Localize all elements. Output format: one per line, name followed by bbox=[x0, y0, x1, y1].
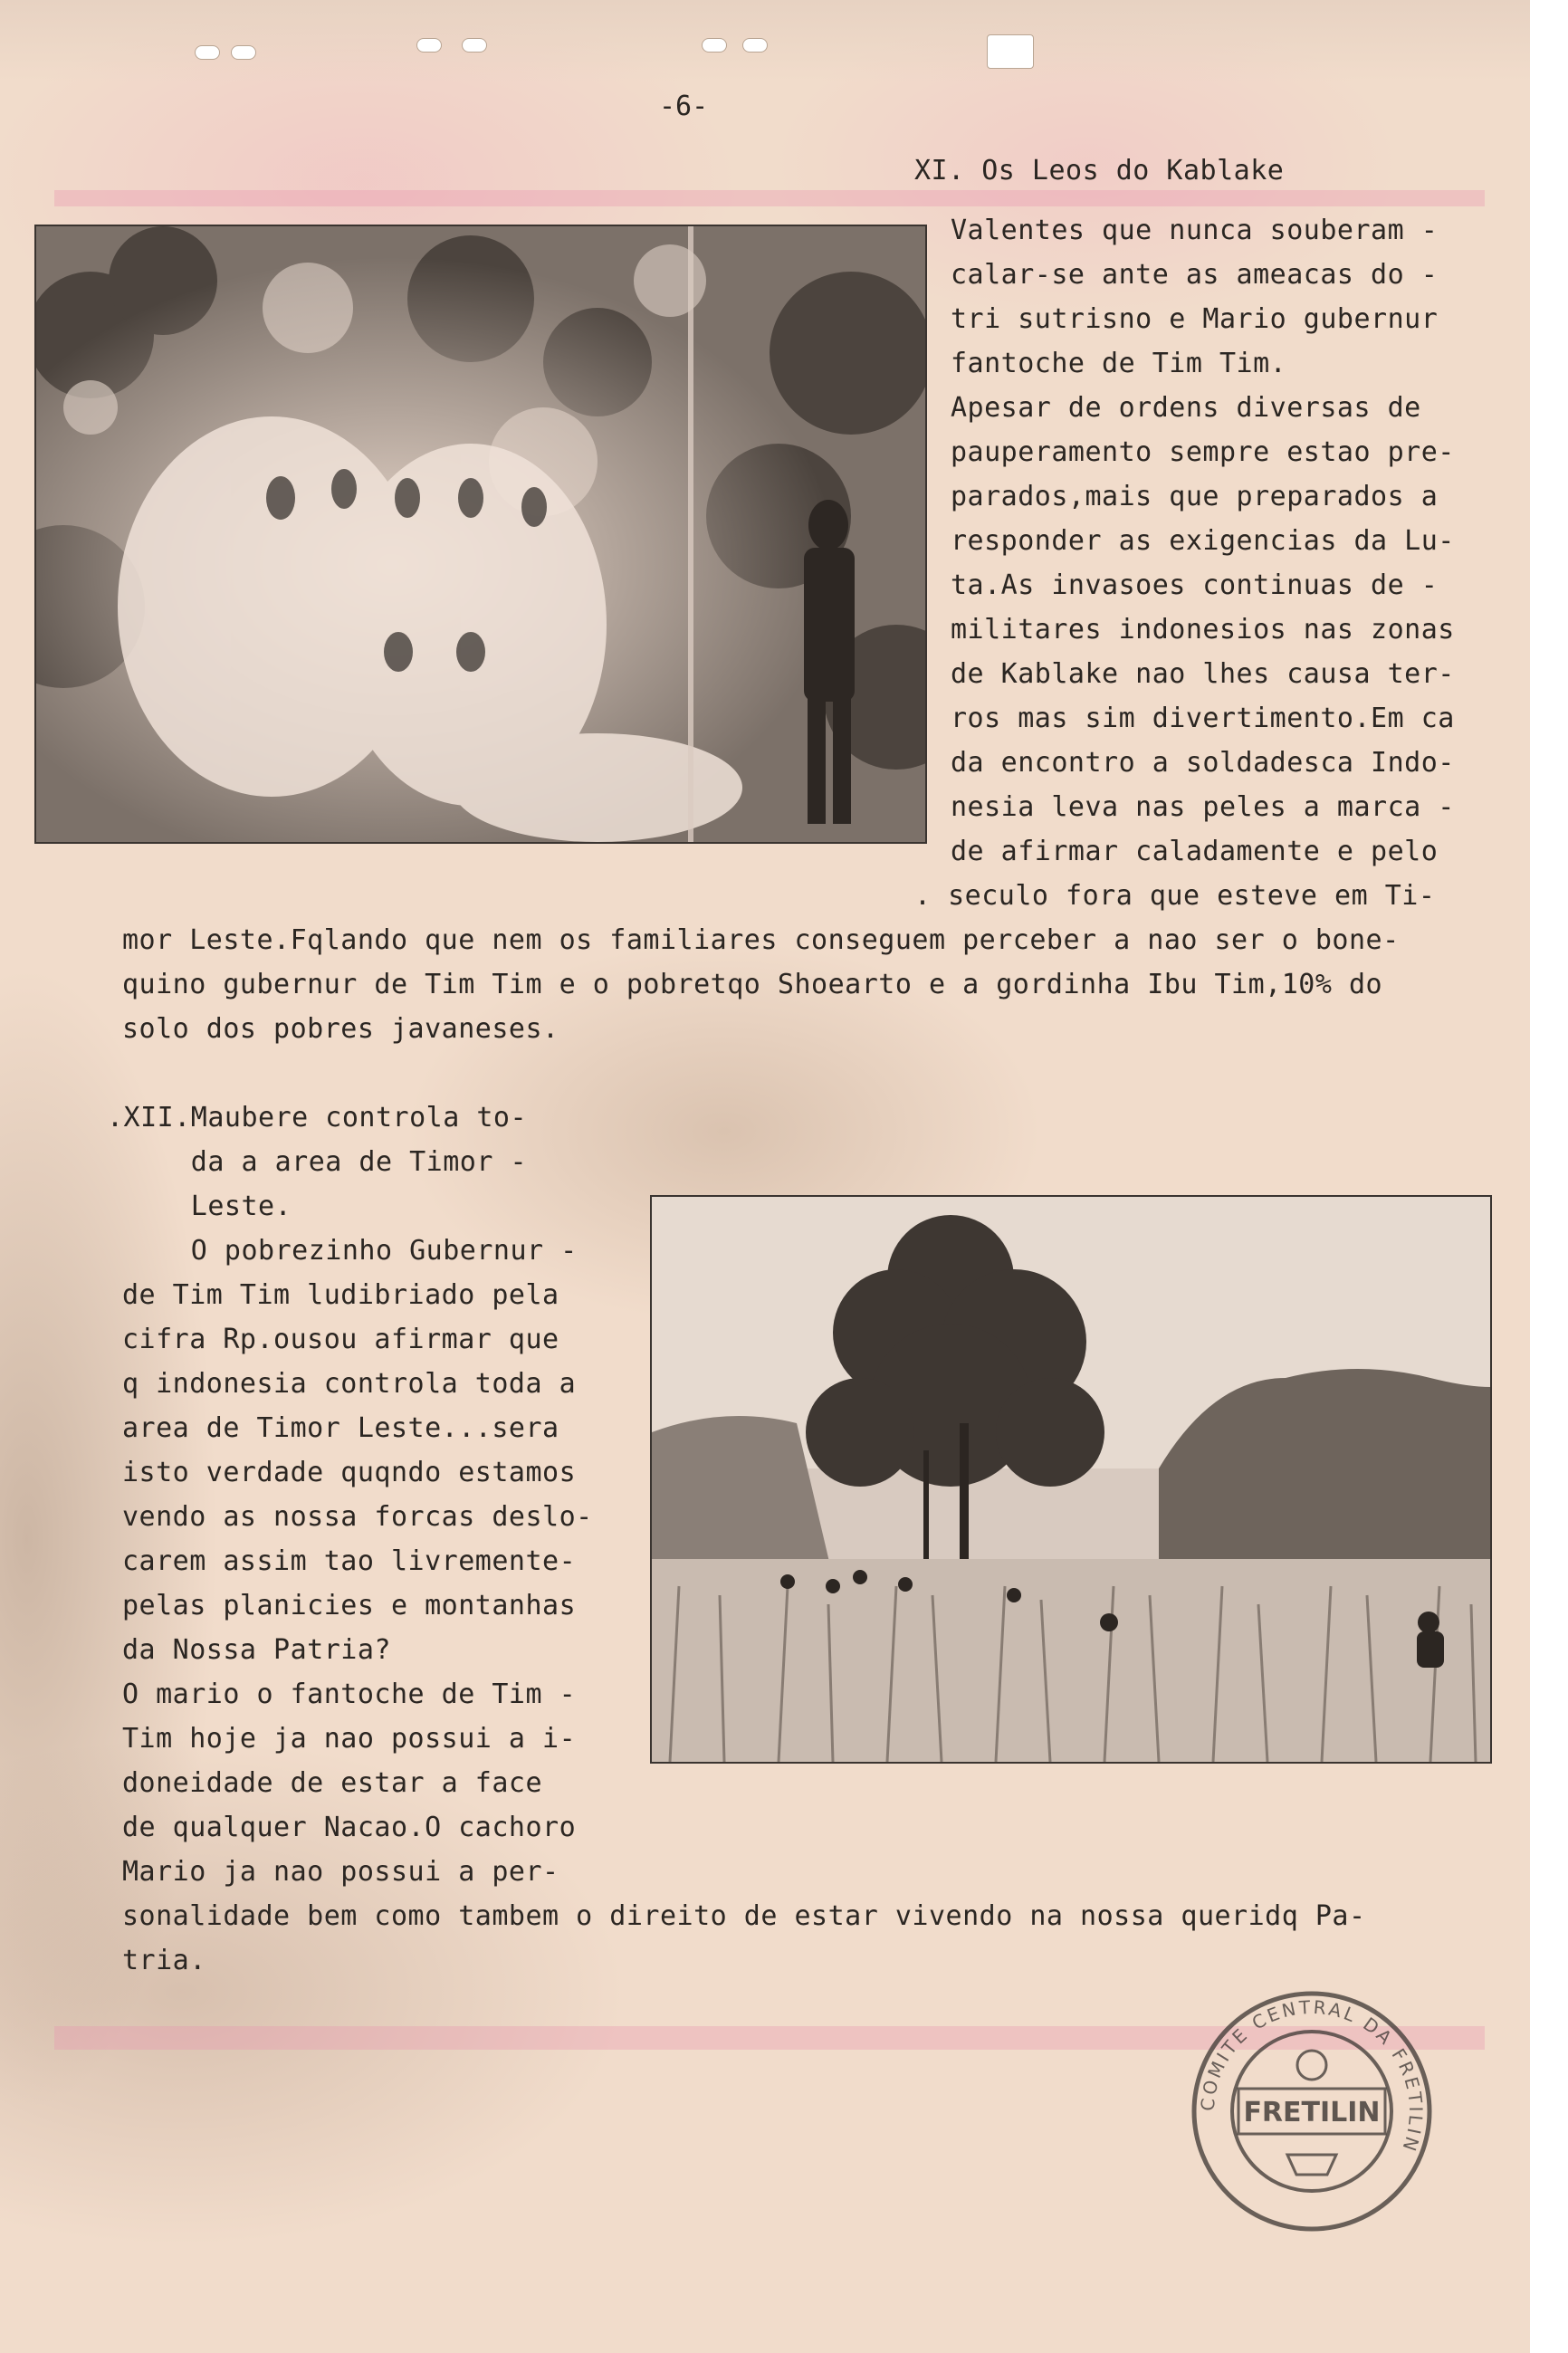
svg-text:COMITE CENTRAL DA FRETILIN bbox=[1197, 1996, 1427, 2157]
text-line: ros mas sim divertimento.Em ca bbox=[951, 703, 1455, 734]
text-line: solo dos pobres javaneses. bbox=[122, 1013, 559, 1045]
text-line: pelas planicies e montanhas bbox=[122, 1590, 577, 1621]
text-line: Leste. bbox=[107, 1191, 292, 1222]
text-line: fantoche de Tim Tim. bbox=[951, 348, 1287, 379]
text-line: doneidade de estar a face bbox=[122, 1767, 543, 1799]
scan-margin bbox=[1530, 0, 1568, 2353]
text-line: de afirmar caladamente e pelo bbox=[951, 836, 1439, 867]
binding-hole bbox=[702, 38, 727, 53]
text-line: isto verdade quqndo estamos bbox=[122, 1457, 577, 1488]
stamp-ring-text: COMITE CENTRAL DA FRETILIN bbox=[1196, 1995, 1428, 2157]
section-xii-heading: .XII.Maubere controla to- bbox=[107, 1102, 528, 1133]
text-line: pauperamento sempre estao pre- bbox=[951, 436, 1455, 468]
text-line: tria. bbox=[122, 1945, 206, 1976]
text-line: ta.As invasoes continuas de - bbox=[951, 569, 1439, 601]
text-line: O mario o fantoche de Tim - bbox=[122, 1679, 577, 1710]
binding-hole bbox=[462, 38, 487, 53]
binding-hole bbox=[416, 38, 442, 53]
text-line: sonalidade bem como tambem o direito de estar vivendo na nossa queridq Pa- bbox=[122, 1900, 1366, 1932]
text-line: Mario ja nao possui a per- bbox=[122, 1856, 559, 1888]
stamp-center-text: FRETILIN bbox=[1243, 2097, 1381, 2128]
text-line: parados,mais que preparados a bbox=[951, 481, 1439, 512]
text-line: Apesar de ordens diversas de bbox=[951, 392, 1421, 424]
text-line: tri sutrisno e Mario gubernur bbox=[951, 303, 1439, 335]
guerrilla-group-photo bbox=[34, 225, 927, 844]
binding-hole bbox=[195, 45, 220, 60]
text-line: nesia leva nas peles a marca - bbox=[951, 791, 1455, 823]
text-line: da a area de Timor - bbox=[107, 1146, 528, 1178]
text-line: Tim hoje ja nao possui a i- bbox=[122, 1723, 577, 1755]
section-xi-heading: XI. Os Leos do Kablake bbox=[914, 155, 1285, 187]
text-line: mor Leste.Fqlando que nem os familiares conseguem perceber a nao ser o bone- bbox=[122, 924, 1400, 956]
fretilin-stamp bbox=[1188, 1987, 1436, 2235]
text-line: militares indonesios nas zonas bbox=[951, 614, 1455, 646]
page-number: -6- bbox=[659, 91, 709, 122]
landscape-photo bbox=[650, 1195, 1492, 1764]
text-line: . seculo fora que esteve em Ti- bbox=[914, 880, 1436, 912]
text-line: responder as exigencias da Lu- bbox=[951, 525, 1455, 557]
binding-hole bbox=[742, 38, 768, 53]
text-line: carem assim tao livremente- bbox=[122, 1545, 577, 1577]
text-line: vendo as nossa forcas deslo- bbox=[122, 1501, 593, 1533]
text-line: de qualquer Nacao.O cachoro bbox=[122, 1812, 577, 1843]
binding-hole bbox=[231, 45, 256, 60]
text-line: quino gubernur de Tim Tim e o pobretqo Shoearto e a gordinha Ibu Tim,10% do bbox=[122, 969, 1383, 1000]
text-line: cifra Rp.ousou afirmar que bbox=[122, 1324, 559, 1355]
savanna-image bbox=[652, 1197, 1490, 1762]
text-line: Valentes que nunca souberam - bbox=[951, 215, 1439, 246]
torn-corner bbox=[987, 34, 1034, 69]
text-line: de Tim Tim ludibriado pela bbox=[122, 1279, 559, 1311]
forest-group-image bbox=[36, 226, 925, 842]
text-line: de Kablake nao lhes causa ter- bbox=[951, 658, 1455, 690]
text-line: q indonesia controla toda a bbox=[122, 1368, 577, 1400]
text-line: da encontro a soldadesca Indo- bbox=[951, 747, 1455, 779]
text-line: da Nossa Patria? bbox=[122, 1634, 391, 1666]
text-line: O pobrezinho Gubernur - bbox=[107, 1235, 578, 1267]
text-line: calar-se ante as ameacas do - bbox=[951, 259, 1439, 291]
text-line: area de Timor Leste...sera bbox=[122, 1412, 559, 1444]
stamp-seal-icon bbox=[1188, 1987, 1436, 2235]
